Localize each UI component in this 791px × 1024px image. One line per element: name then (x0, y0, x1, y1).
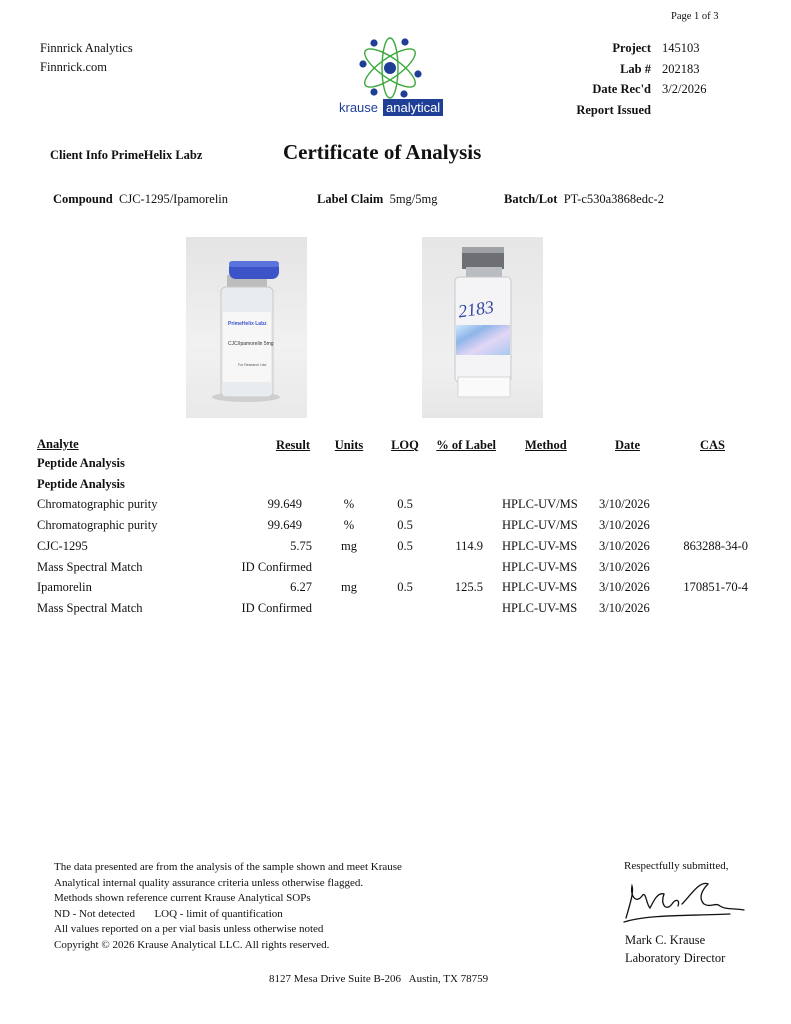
note-line: The data presented are from the analysis of the sample shown and meet Krause (54, 861, 402, 873)
compound-label: Compound (53, 192, 113, 206)
table-row (0, 539, 791, 557)
cell-date: 3/10/2026 (599, 580, 650, 594)
date-received-label: Date Rec'd (592, 82, 651, 96)
cell-method: HPLC-UV-MS (502, 539, 578, 553)
vial-product-text: CJC/Ipamorelin 5mg (228, 341, 274, 347)
cell-method: HPLC-UV-MS (502, 580, 578, 594)
vial-image (186, 237, 307, 418)
label-claim-info (317, 192, 438, 207)
cell-result: ID Confirmed (241, 601, 312, 615)
batch-info (504, 192, 664, 207)
cell-units: mg (341, 580, 357, 594)
vial-image (422, 237, 543, 418)
header-loq: LOQ (391, 438, 419, 452)
cell-result: 6.27 (290, 580, 312, 594)
batch-value: PT-c530a3868edc-2 (563, 192, 664, 206)
lab-number-value: 202183 (662, 62, 700, 76)
compound-value: CJC-1295/Ipamorelin (119, 192, 229, 206)
date-received-value: 3/2/2026 (662, 82, 707, 96)
note-line: Copyright © 2026 Krause Analytical LLC. All rights reserved. (54, 938, 330, 951)
header-percent-label: % of Label (436, 438, 496, 452)
project-value: 145103 (662, 41, 700, 55)
cell-cas: 170851-70-4 (683, 580, 748, 594)
cell-method: HPLC-UV-MS (502, 560, 578, 574)
footer-notes (54, 860, 402, 953)
header-date: Date (615, 438, 640, 452)
cell-loq: 0.5 (397, 518, 413, 532)
page-number: Page 1 of 3 (671, 11, 719, 22)
note-nd: ND - Not detected (54, 907, 135, 920)
cell-method: HPLC-UV/MS (502, 518, 578, 532)
cell-loq: 0.5 (397, 580, 413, 594)
section-title (0, 456, 791, 474)
page-title: Certificate of Analysis (283, 140, 482, 164)
cell-analyte: Ipamorelin (37, 580, 92, 594)
cell-analyte: Mass Spectral Match (37, 601, 143, 615)
cell-method: HPLC-UV-MS (502, 601, 578, 615)
vial-handwritten-number: 2183 (456, 296, 496, 322)
header-analyte: Analyte (37, 437, 79, 451)
note-line (54, 907, 402, 923)
client-value: PrimeHelix Labz (111, 148, 203, 162)
note-line: Methods shown reference current Krause Analytical SOPs (54, 892, 311, 904)
table-header (0, 437, 791, 455)
table-row (0, 580, 791, 598)
cell-loq: 0.5 (397, 497, 413, 511)
cell-analyte: Chromatographic purity (37, 518, 158, 532)
section-peptide-analysis: Peptide Analysis (37, 477, 125, 491)
header-result: Result (275, 438, 310, 452)
report-issued-label: Report Issued (576, 103, 651, 117)
cell-units: % (343, 497, 355, 511)
cell-date: 3/10/2026 (599, 518, 650, 532)
cell-date: 3/10/2026 (599, 560, 650, 574)
cell-percent-label: 125.5 (454, 580, 483, 594)
header-units: Units (334, 438, 364, 452)
vial-photo-back (422, 237, 543, 418)
lab-number-label: Lab # (620, 62, 651, 76)
logo-word-analytical: analytical (383, 99, 443, 116)
krause-analytical-logo (338, 34, 454, 120)
compound-info (53, 192, 228, 207)
logo-word-krause: krause (339, 100, 379, 115)
client-info (50, 148, 202, 163)
cell-analyte: Chromatographic purity (37, 497, 158, 511)
cell-date: 3/10/2026 (599, 497, 650, 511)
lab-website: Finnrick.com (40, 60, 108, 74)
signer-role: Laboratory Director (625, 951, 726, 965)
cell-result: ID Confirmed (241, 560, 312, 574)
cell-units: % (343, 518, 355, 532)
signer-name: Mark C. Krause (625, 933, 706, 947)
header-cas: CAS (700, 438, 726, 452)
cell-units: mg (341, 539, 357, 553)
table-row (0, 560, 791, 578)
cell-result: 5.75 (290, 539, 312, 553)
address: 8127 Mesa Drive Suite B-206 Austin, TX 78759 (269, 973, 489, 985)
cell-result: 99.649 (267, 518, 302, 532)
cell-percent-label: 114.9 (455, 539, 483, 553)
batch-label: Batch/Lot (504, 192, 558, 206)
note-loq: LOQ - limit of quantification (154, 907, 283, 920)
cell-cas: 863288-34-0 (683, 539, 748, 553)
vial-brand-text: PrimeHelix Labz (228, 321, 267, 327)
table-row (0, 601, 791, 619)
cell-result: 99.649 (267, 497, 302, 511)
cell-analyte: Mass Spectral Match (37, 560, 143, 574)
table-row (0, 518, 791, 536)
cell-date: 3/10/2026 (599, 601, 650, 615)
cell-method: HPLC-UV/MS (502, 497, 578, 511)
cell-loq: 0.5 (397, 539, 413, 553)
note-line: All values reported on a per vial basis unless otherwise noted (54, 923, 324, 935)
vial-photo-front (186, 237, 307, 418)
client-label: Client Info (50, 148, 108, 162)
project-label: Project (612, 41, 651, 55)
signature-image (620, 874, 750, 928)
table-row (0, 497, 791, 515)
cell-date: 3/10/2026 (599, 539, 650, 553)
label-claim-value: 5mg/5mg (389, 192, 438, 206)
note-line: Analytical internal quality assurance criteria unless otherwise flagged. (54, 876, 364, 889)
cell-analyte: CJC-1295 (37, 539, 88, 553)
vial-subtext: For Research Use (238, 363, 267, 367)
submitted-text: Respectfully submitted, (624, 860, 729, 872)
section-title (0, 477, 791, 495)
section-peptide-analysis: Peptide Analysis (37, 456, 125, 470)
lab-name: Finnrick Analytics (40, 41, 133, 55)
header-method: Method (525, 438, 567, 452)
label-claim-label: Label Claim (317, 192, 384, 206)
